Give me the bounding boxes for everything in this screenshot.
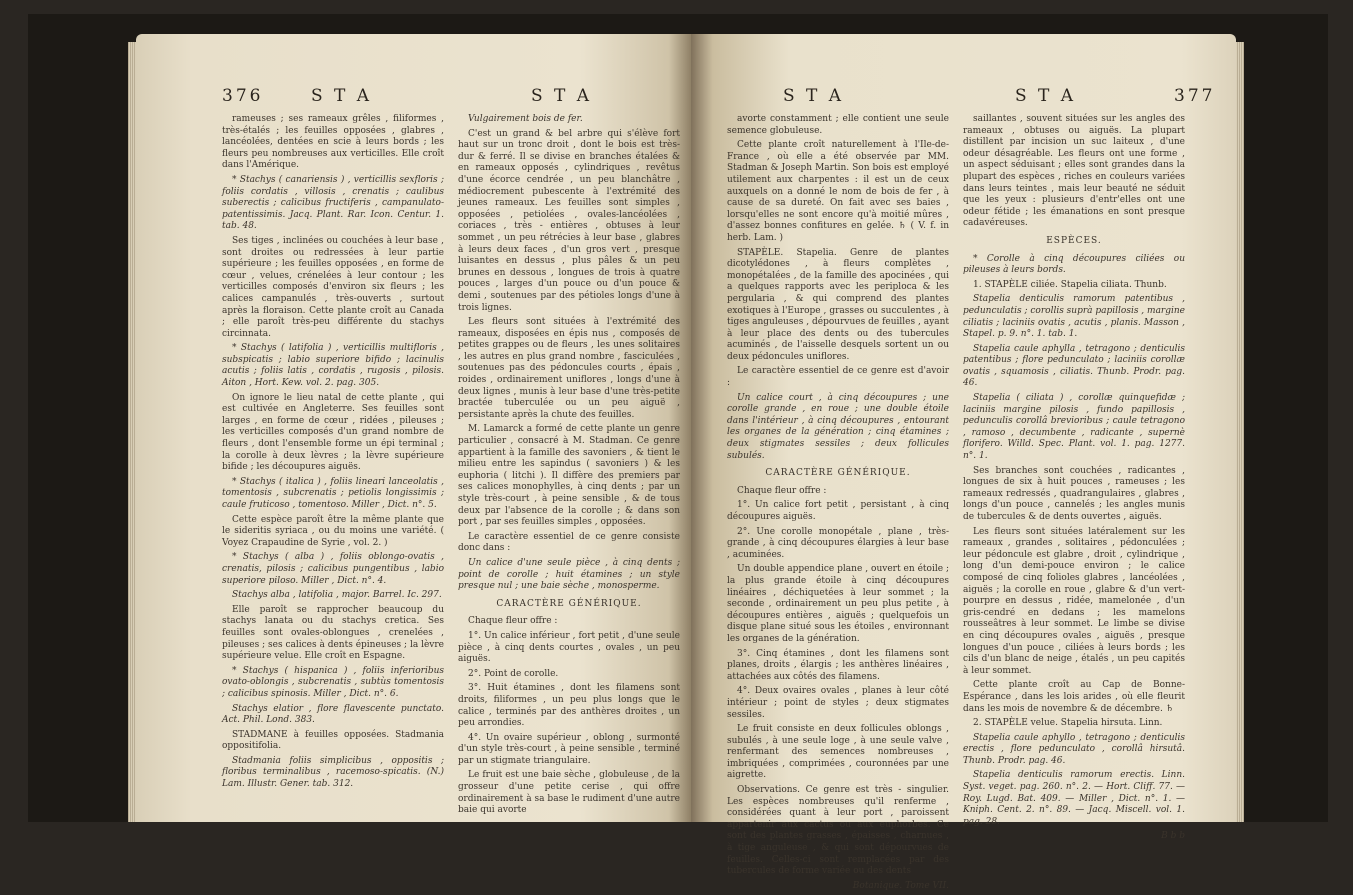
right-column-1 bbox=[727, 114, 949, 895]
left-header-left: S T A bbox=[311, 86, 373, 106]
paragraph: Cette espèce paroît être la même plante que le sideritis syriaca , ou du moins une variété. ( Voyez Crapaudine de Syrie , vol. 2. ) bbox=[222, 514, 444, 548]
left-header-right: S T A bbox=[531, 86, 593, 106]
paragraph: Stapelia denticulis ramorum patentibus , pedunculatis ; corollis suprà papillosis , margine ciliatis ; laciniis ovatis , acutis , planis. Masson , Stapel. p. 9. n°. 1. tab. 1. bbox=[963, 294, 1185, 340]
paragraph: Botanique. Tome VII. bbox=[852, 880, 949, 891]
paragraph: 3°. Cinq étamines , dont les filamens sont planes, droits , élargis ; les anthères linéaires , attachées aux côtés des filamens. bbox=[727, 648, 949, 682]
paragraph: Les fleurs sont situées latéralement sur les rameaux , grandes , solitaires , pédonculées ; leur pédoncule est glabre , droit , cylindrique , long d'un demi-pouce environ ; le calice composé de cinq folioles glabres , lancéolées , aiguës ; la corolle en roue , glabre & d'un vert-pourpre en dessus , ridée, mamelonée , d'un gris-cendré en dedans ; les mamelons rousseâtres à leur sommet. Le limbe se divise en cinq découpures ovales , aiguës , presque longues d'un pouce , ciliées à leurs bords ; les cils d'un blanc de neige , étalés , un peu capités à leur sommet. bbox=[963, 526, 1185, 676]
paragraph: Stachys elatior , flore flavescente punctato. Act. Phil. Lond. 383. bbox=[222, 703, 444, 726]
paragraph: CARACTÈRE GÉNÉRIQUE. bbox=[765, 468, 911, 479]
paragraph: ESPÈCES. bbox=[1046, 235, 1102, 246]
paragraph: 2°. Point de corolle. bbox=[468, 668, 559, 679]
paragraph: Cette plante croît naturellement à l'Ile-de-France , où elle a été observée par MM. Stadman & Joseph Martin. Son bois est employé utilement aux charpentes : il est un de ceux auxquels on a donné le nom de bois de fer , à cause de sa dureté. On fait avec ses baies , lorsqu'elles ne sont encore qu'à moitié mûres , d'assez bonnes confitures en gelée. ♄ ( V. f. in herb. Lam. ) bbox=[727, 140, 949, 243]
paragraph: Stapelia ( ciliata ) , corollæ quinquefidæ ; laciniis margine pilosis , fundo papillosis , pedunculis corollâ brevioribus ; caule tetragono , ramoso , decumbente , radicante , supernè florifero. Willd. Spec. Plant. vol. 1. pag. 1277. n°. 1. bbox=[963, 393, 1185, 462]
paragraph: Stachys alba , latifolia , major. Barrel. Ic. 297. bbox=[232, 590, 442, 601]
paragraph: * Stachys ( canariensis ) , verticillis sexfloris ; foliis cordatis , villosis , crenatis ; caulibus suberectis ; calicibus fructiferis , campanulato-patentissimis. Jacq. Plant. Rar. Icon. Centur. 1. tab. 48. bbox=[222, 174, 444, 232]
paragraph: C'est un grand & bel arbre qui s'élève fort haut sur un tronc droit , dont le bois est très-dur & ferré. Il se divise en branches étalées & en rameaux opposés , cylindriques , revêtus d'une écorce cendrée , un peu blanchâtre , médiocrement pubescente à l'extrémité des jeunes rameaux. Les feuilles sont simples , opposées , petiolées , ovales-lancéolées , coriaces , très - entières , obtuses à leur sommet , un peu rétrécies à leur base , glabres à leurs deux faces , d'un gros vert , presque luisantes en dessus , plus pâles & un peu brunes en dessous , longues de trois à quatre pouces , larges d'un pouce ou d'un pouce & demi , soutenues par des pétioles longs d'une à trois lignes. bbox=[458, 128, 680, 313]
open-book bbox=[28, 14, 1328, 891]
paragraph: Le caractère essentiel de ce genre consiste donc dans : bbox=[458, 531, 680, 554]
right-column-2 bbox=[963, 114, 1185, 846]
paragraph: 3°. Huit étamines , dont les filamens sont droits, filiformes , un peu plus longs que le calice , terminés par des anthères droites , un peu arrondies. bbox=[458, 683, 680, 729]
paragraph: * Stachys ( italica ) , foliis lineari lanceolatis , tomentosis , subcrenatis ; petiolis longissimis ; caule fruticoso , tomentoso. Miller , Dict. n°. 5. bbox=[222, 476, 444, 510]
paragraph: * Stachys ( hispanica ) , foliis inferioribus ovato-oblongis , subcrenatis , subtùs tomentosis ; calicibus spinosis. Miller , Dict. n°. 6. bbox=[222, 665, 444, 699]
paragraph: Le caractère essentiel de ce genre est d'avoir : bbox=[727, 366, 949, 389]
paragraph: rameuses ; ses rameaux grêles , filiformes , très-étalés ; les feuilles opposées , glabres , lancéolées, dentées en scie à leurs bords ; les fleurs peu nombreuses aux verticilles. Elle croît dans l'Amérique. bbox=[222, 114, 444, 171]
paragraph: 4°. Deux ovaires ovales , planes à leur côté intérieur ; point de styles ; deux stigmates sessiles. bbox=[727, 686, 949, 720]
paragraph: Le fruit consiste en deux follicules oblongs , subulés , à une seule loge , à une seule valve , renfermant des semences nombreuses , imbriquées , comprimées , couronnées par une aigrette. bbox=[727, 724, 949, 781]
paragraph: Stapelia caule aphylla , tetragono ; denticulis patentibus ; flore pedunculato ; laciniis corollæ ovatis , squamosis , ciliatis. Thunb. Prodr. pag. 46. bbox=[963, 343, 1185, 389]
paragraph: * Stachys ( latifolia ) , verticillis multifloris , subspicatis ; labio superiore bifido ; lacinulis acutis ; foliis latis , cordatis , rugosis , pilosis. Aiton , Hort. Kew. vol. 2. pag. 305. bbox=[222, 343, 444, 389]
paragraph: On ignore le lieu natal de cette plante , qui est cultivée en Angleterre. Ses feuilles sont larges , en forme de cœur , ridées , pileuses ; les verticilles composés d'un grand nombre de fleurs , dont l'ensemble forme un épi terminal ; la corolle à deux lèvres ; la lèvre supérieure bifide ; les découpures aiguës. bbox=[222, 392, 444, 473]
right-header-right: S T A bbox=[1015, 86, 1077, 106]
paragraph: STAPÈLE. Stapelia. Genre de plantes dicotylédones , à fleurs complètes , monopétalées , de la famille des apocinées , qui a quelques rapports avec les periploca & les pergularia , & qui comprend des plantes exotiques à l'Europe , grasses ou succulentes , à tiges anguleuses , dépourvues de feuilles , ayant à leur place des dents ou des tubercules acuminés , de l'aisselle desquels sortent un ou deux pédoncules uniflores. bbox=[727, 247, 949, 362]
paragraph: Elle paroît se rapprocher beaucoup du stachys lanata ou du stachys cretica. Ses feuilles sont ovales-oblongues , crenelées , pileuses ; ses calices à dents épineuses ; la lèvre supérieure velue. Elle croît en Espagne. bbox=[222, 604, 444, 662]
paragraph: Le fruit est une baie sèche , globuleuse , de la grosseur d'une petite cerise , qui offre ordinairement à sa base le rudiment d'une autre baie qui avorte bbox=[458, 770, 680, 816]
paragraph: CARACTÈRE GÉNÉRIQUE. bbox=[496, 598, 642, 609]
left-page-number: 376 bbox=[222, 86, 264, 106]
right-header-left: S T A bbox=[783, 86, 845, 106]
paragraph: Les fleurs sont situées à l'extrémité des rameaux, disposées en épis nus , composés de petites grappes ou de fleurs , les unes solitaires , les autres en plus grand nombre , fasciculées , soutenues pas des pédoncules courts , épais , roides , ordinairement uniflores , longs d'une à deux lignes , munis à leur base d'une très-petite bractée tuberculée ou un peu aiguë , persistante après la chute des feuilles. bbox=[458, 317, 680, 420]
paragraph: 4°. Un ovaire supérieur , oblong , surmonté d'un style très-court , à peine sensible , terminé par un stigmate triangulaire. bbox=[458, 732, 680, 766]
paragraph: Cette plante croît au Cap de Bonne-Espérance , dans les lois arides , où elle fleurit dans les mois de novembre & de décembre. ♄ bbox=[963, 680, 1185, 714]
paragraph: Stapelia denticulis ramorum erectis. Linn. Syst. veget. pag. 260. n°. 2. — Hort. Cliff. 77. — Roy. Lugd. Bat. 409. — Miller , Dict. n°. 1. — Kniph. Cent. 2. n°. 89. — Jacq. Miscell. vol. 1. pag. 28. bbox=[963, 770, 1185, 827]
paragraph: STADMANE à feuilles opposées. Stadmania oppositifolia. bbox=[222, 729, 444, 752]
paragraph: saillantes , souvent situées sur les angles des rameaux , obtuses ou aiguës. La plupart distillent par incision un suc laiteux , d'une odeur désagréable. Les fleurs ont une forme , un aspect séduisant ; elles sont grandes dans la plupart des espèces , riches en couleurs variées dans leurs teintes , mais leur beauté ne séduit que les yeux : plusieurs d'entr'elles ont une odeur fétide ; les émanations en sont presque cadavéreuses. bbox=[963, 114, 1185, 229]
paragraph: * Stachys ( alba ) , foliis oblongo-ovatis , crenatis, pilosis ; calicibus pungentibus , labio superiore piloso. Miller , Dict. n°. 4. bbox=[222, 552, 444, 586]
left-page bbox=[136, 34, 691, 822]
paragraph: avorte constamment ; elle contient une seule semence globuleuse. bbox=[727, 114, 949, 136]
paragraph: M. Lamarck a formé de cette plante un genre particulier , consacré à M. Stadman. Ce genre appartient à la famille des savoniers , & tient le milieu entre les sapindus ( savoniers ) & les euphoria ( litchi ). Il diffère des premiers par ses calices monophylles, à cinq dents ; par un style très-court , à peine sensible , & de tous deux par l'absence de la corolle ; & dans son port , par ses feuilles simples , opposées. bbox=[458, 424, 680, 528]
paragraph: 1°. Un calice inférieur , fort petit , d'une seule pièce , à cinq dents courtes , ovales , un peu aiguës. bbox=[458, 630, 680, 665]
paragraph: 2. STAPÈLE velue. Stapelia hirsuta. Linn. bbox=[973, 718, 1163, 729]
paragraph: Ses branches sont couchées , radicantes , longues de six à huit pouces , rameuses ; les rameaux redressés , quadrangulaires , glabres , longs d'un pouce , cannelés ; les angles munis de tubercules & de dents ouvertes , aiguës. bbox=[963, 465, 1185, 522]
left-column-1 bbox=[222, 114, 444, 794]
paragraph: Stadmania foliis simplicibus , oppositis ; floribus terminalibus , racemoso-spicatis. (N.) Lam. Illustr. Gener. tab. 312. bbox=[222, 755, 444, 790]
paragraph: Chaque fleur offre : bbox=[468, 616, 558, 627]
paragraph: Chaque fleur offre : bbox=[737, 485, 827, 496]
right-page bbox=[691, 34, 1236, 891]
paragraph: 1. STAPÈLE ciliée. Stapelia ciliata. Thunb. bbox=[973, 279, 1167, 290]
paragraph: Vulgairement bois de fer. bbox=[468, 114, 583, 124]
paragraph: Ses tiges , inclinées ou couchées à leur base , sont droites ou redressées à leur partie supérieure ; les feuilles opposées , en forme de cœur , velues, crénelées à leur contour ; les verticilles composés d'environ six fleurs ; les calices campanulés , très-ouverts , surtout après la floraison. Cette plante croît au Canada ; elle paroît très-peu différente du stachys circinnata. bbox=[222, 235, 444, 339]
paragraph: Un calice court , à cinq découpures ; une corolle grande , en roue ; une double étoile dans l'intérieur , à cinq découpures , entourant les organes de la génération ; cinq étamines ; deux stigmates sessiles ; deux follicules subulés. bbox=[727, 392, 949, 461]
paragraph: Observations. Ce genre est très - singulier. Les espèces nombreuses qu'il renferme , considérées quant à leur port , paroissent appartenir aux cactus ou aux euphorbes. Ce sont des plantes grasses , épaisses , charnues , à tige anguleuse , & qui sont dépourvues de feuilles. Celles-ci sont remplacées par des tubercules de forme variée ou des dents bbox=[727, 785, 949, 877]
paragraph: 2°. Une corolle monopétale , plane , très-grande , à cinq découpures élargies à leur base , acuminées. bbox=[727, 526, 949, 560]
paragraph: Stapelia caule aphyllo , tetragono ; denticulis erectis , flore pedunculato , corollâ hirsutâ. Thunb. Prodr. pag. 46. bbox=[963, 732, 1185, 766]
left-column-2 bbox=[458, 114, 680, 820]
paragraph: 1°. Un calice fort petit , persistant , à cinq découpures aiguës. bbox=[727, 500, 949, 522]
right-page-number: 377 bbox=[1174, 86, 1216, 106]
paragraph: B b b bbox=[1161, 831, 1185, 842]
paragraph: * Corolle à cinq découpures ciliées ou pileuses à leurs bords. bbox=[963, 253, 1185, 276]
paragraph: Un calice d'une seule pièce , à cinq dents ; point de corolle ; huit étamines ; un style presque nul ; une baie sèche , monosperme. bbox=[458, 557, 680, 592]
paragraph: Un double appendice plane , ouvert en étoile ; la plus grande étoile à cinq découpures linéaires , déchiquetées à leur sommet ; la seconde , ordinairement un peu plus petite , à découpures entières , aiguës ; quelquefois un disque plane situé sous les étoiles , environnant les organes de la génération. bbox=[727, 564, 949, 644]
